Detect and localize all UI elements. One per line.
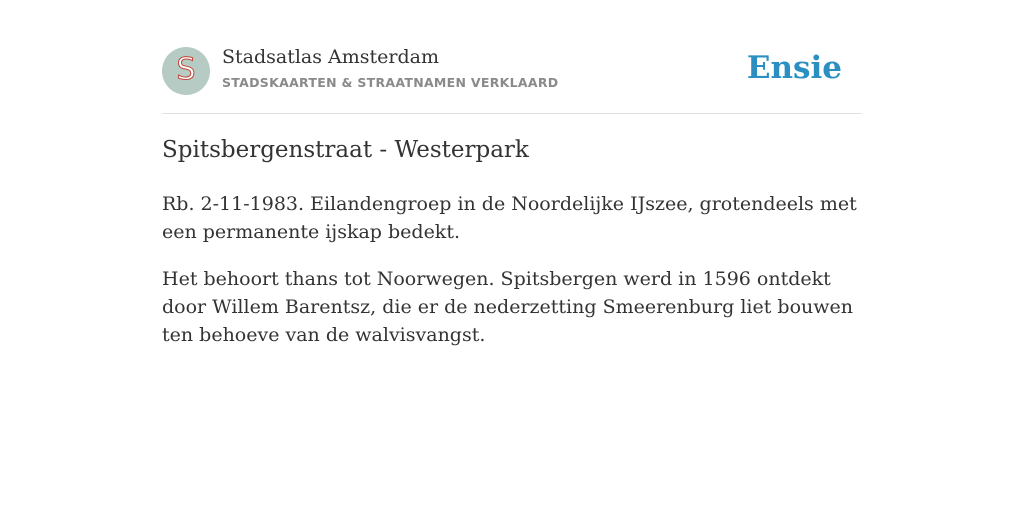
avatar-letter: S <box>176 52 196 87</box>
page-container <box>162 0 862 346</box>
ensie-logo-link[interactable]: Ensie <box>746 50 842 86</box>
article-paragraph: Rb. 2-11-1983. Eilandengroep in de Noordelijke IJszee, grotendeels met een permanente ijskap bedekt. <box>162 193 857 243</box>
page-title: Spitsbergenstraat - Westerpark <box>162 137 529 163</box>
site-subtitle: STADSKAARTEN & STRAATNAMEN VERKLAARD <box>222 75 559 90</box>
site-header <box>162 0 862 114</box>
avatar[interactable] <box>162 47 210 95</box>
article-paragraph: Het behoort thans tot Noorwegen. Spitsbergen werd in 1596 ontdekt door Willem Barentsz, die er de nederzetting Smeerenburg liet bouwen ten behoeve van de walvisvangst. <box>162 268 853 346</box>
site-title[interactable]: Stadsatlas Amsterdam <box>222 46 440 68</box>
